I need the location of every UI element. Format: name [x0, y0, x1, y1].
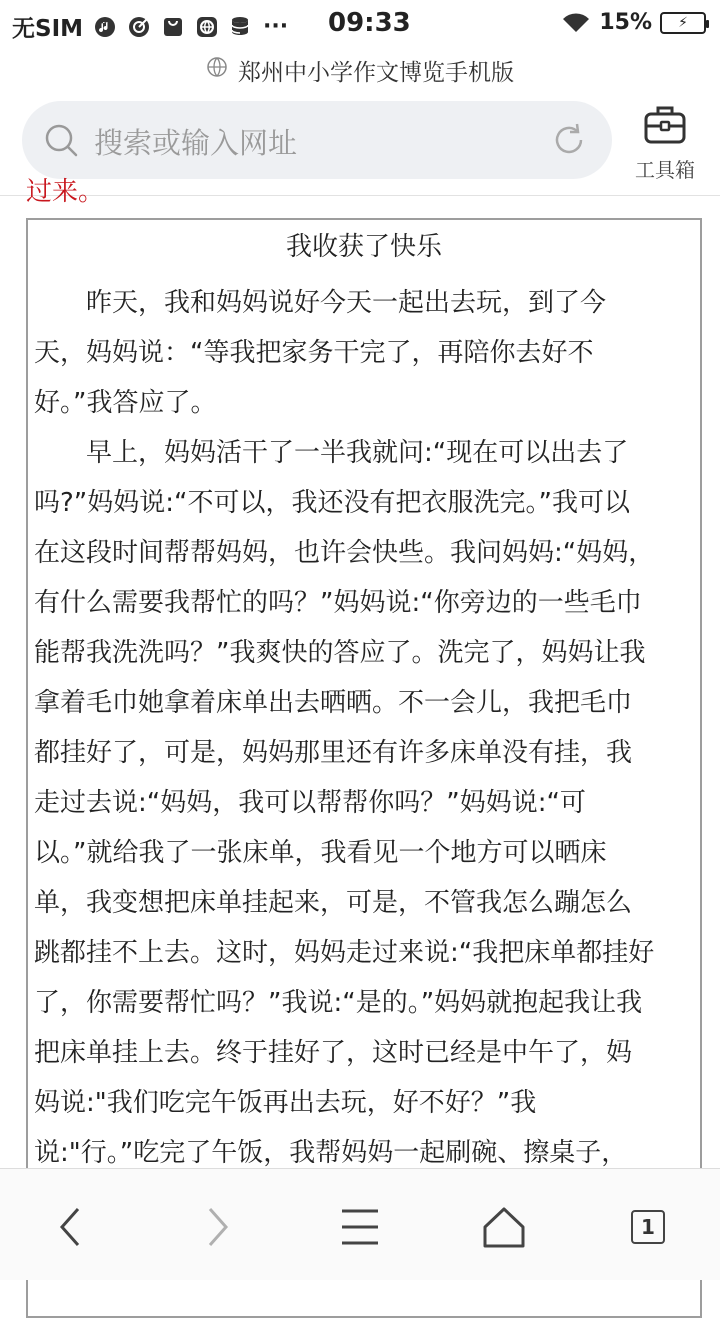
- database-icon: [229, 15, 253, 39]
- essay-line: 说:"行。”吃完了午饭，我帮妈妈一起刷碗、擦桌子，: [34, 1138, 628, 1168]
- address-bar[interactable]: [22, 101, 612, 179]
- tab-count: 1: [631, 1210, 665, 1244]
- essay-line: 了，你需要帮忙吗？”我说:“是的。”妈妈就抱起我让我: [34, 988, 643, 1018]
- previous-text-fragment: 过来。: [26, 177, 105, 207]
- essay-box: [26, 218, 702, 1318]
- essay-line: 单，我变想把床单挂起来，可是，不管我怎么蹦怎么: [34, 888, 633, 918]
- refresh-icon[interactable]: [550, 121, 588, 163]
- essay-title: 我收获了快乐: [285, 232, 442, 262]
- essay-line: 吗?”妈妈说:“不可以，我还没有把衣服洗完。”我可以: [34, 488, 630, 518]
- essay-line: 能帮我洗洗吗？”我爽快的答应了。洗完了，妈妈让我: [34, 638, 646, 668]
- globe-icon: [206, 56, 228, 84]
- essay-line: 走过去说:“妈妈，我可以帮帮你吗？”妈妈说:“可: [34, 788, 586, 818]
- status-bar: [0, 0, 720, 50]
- more-notifications-icon: ···: [263, 14, 289, 39]
- toolbox-label: 工具箱: [635, 158, 695, 182]
- address-placeholder[interactable]: 搜索或输入网址: [94, 126, 298, 160]
- status-right: [561, 10, 706, 35]
- site-title: 郑州中小学作文博览手机版: [238, 59, 514, 86]
- menu-button[interactable]: [332, 1199, 388, 1255]
- bottom-nav: [0, 1168, 720, 1280]
- essay-line: 跳都挂不上去。这时，妈妈走过来说:“我把床单都挂好: [34, 938, 655, 968]
- carrier-label: 无SIM: [12, 16, 84, 42]
- menu-icon: [338, 1205, 382, 1249]
- forward-button[interactable]: [188, 1199, 244, 1255]
- back-arrow-icon: [52, 1205, 92, 1249]
- essay-line: 天，妈妈说：“等我把家务干完了，再陪你去好不: [34, 338, 594, 368]
- toolbox-icon: [642, 133, 688, 152]
- site-title-bar: [0, 52, 720, 88]
- home-icon: [482, 1205, 526, 1249]
- essay-line: 妈说:"我们吃完午饭再出去玩，好不好？”我: [34, 1088, 537, 1118]
- essay-body: [34, 278, 696, 1228]
- forward-arrow-icon: [196, 1205, 236, 1249]
- essay-line: 昨天，我和妈妈说好今天一起出去玩，到了今: [86, 288, 607, 318]
- essay-line: 以。”就给我了一张床单，我看见一个地方可以晒床: [34, 838, 607, 868]
- toolbox-button[interactable]: [625, 102, 705, 184]
- music-icon: [93, 15, 117, 39]
- essay-line: 好。”我答应了。: [34, 388, 217, 418]
- essay-line: 都挂好了，可是，妈妈那里还有许多床单没有挂，我: [34, 738, 633, 768]
- back-button[interactable]: [44, 1199, 100, 1255]
- target-icon: [127, 15, 151, 39]
- battery-percent: 15%: [599, 10, 652, 35]
- search-icon: [44, 123, 80, 163]
- wifi-icon: [561, 11, 591, 35]
- bag-icon: [161, 15, 185, 39]
- battery-charging-icon: ⚡: [660, 12, 706, 34]
- page-content[interactable]: [0, 177, 720, 1168]
- tabs-button[interactable]: [620, 1199, 676, 1255]
- status-left: [12, 10, 288, 43]
- globe-app-icon: [195, 15, 219, 39]
- home-button[interactable]: [476, 1199, 532, 1255]
- clock-time: 09:33: [328, 8, 411, 38]
- essay-line: 早上，妈妈活干了一半我就问:“现在可以出去了: [86, 438, 629, 468]
- essay-line: 有什么需要我帮忙的吗？”妈妈说:“你旁边的一些毛巾: [34, 588, 642, 618]
- essay-line: 在这段时间帮帮妈妈，也许会快些。我问妈妈:“妈妈，: [34, 538, 655, 568]
- essay-line: 把床单挂上去。终于挂好了，这时已经是中午了，妈: [34, 1038, 633, 1068]
- essay-line: 拿着毛巾她拿着床单出去晒晒。不一会儿，我把毛巾: [34, 688, 633, 718]
